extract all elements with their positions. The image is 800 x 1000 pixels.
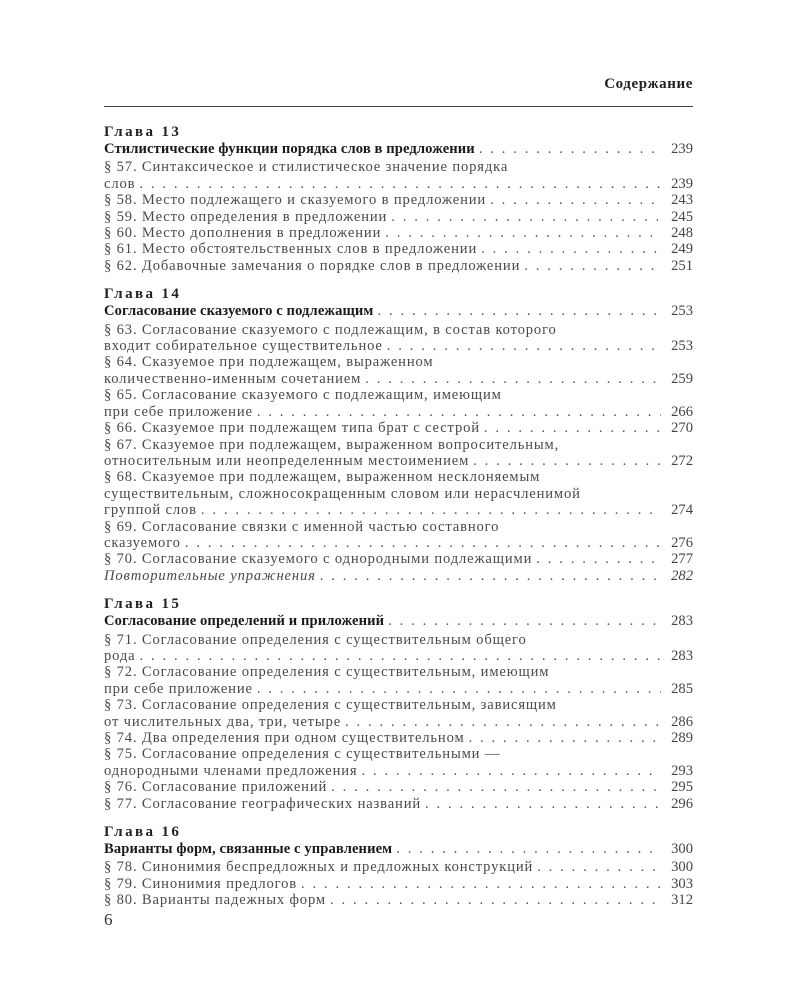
chapter-title-text: Согласование сказуемого с подлежащим xyxy=(104,303,374,320)
dot-leader xyxy=(185,535,661,551)
toc-entry[interactable] xyxy=(104,338,693,354)
toc-entry[interactable] xyxy=(104,192,693,208)
toc-entry-page: 295 xyxy=(671,779,693,796)
dot-leader xyxy=(479,141,661,157)
dot-leader xyxy=(537,859,661,875)
dot-leader xyxy=(387,338,661,354)
toc-entry[interactable] xyxy=(104,209,693,225)
toc-entry-text: § 62. Добавочные замечания о порядке слов в предложении xyxy=(104,257,521,274)
toc-entry-text: § 74. Два определения при одном существительном xyxy=(104,730,465,746)
toc-entry-page: 285 xyxy=(671,680,693,697)
toc-entry-text: от числительных два, три, четыре xyxy=(104,713,342,730)
dot-leader xyxy=(330,892,661,908)
toc-entry-text: § 79. Синонимия предлогов xyxy=(104,875,297,892)
toc-entry[interactable] xyxy=(104,779,693,795)
toc-entry-text: слов xyxy=(104,175,136,192)
dot-leader xyxy=(524,258,661,274)
toc-entry-line: § 73. Согласование определения с существительным, зависящим xyxy=(104,697,557,714)
toc-entry-page: 253 xyxy=(671,338,693,355)
toc-entry[interactable] xyxy=(104,714,693,730)
header-rule xyxy=(104,106,693,107)
chapter-title-page: 283 xyxy=(671,613,693,630)
dot-leader xyxy=(481,241,661,257)
toc-entry-text: § 66. Сказуемое при подлежащем типа брат с сестрой xyxy=(104,420,480,437)
chapter-section xyxy=(104,824,693,909)
toc-entry-line: § 67. Сказуемое при подлежащем, выраженном вопросительным, xyxy=(104,436,560,453)
toc-entry-text: § 78. Синонимия беспредложных и предложных конструкций xyxy=(104,859,534,876)
toc-entry-page: 276 xyxy=(671,534,693,551)
toc-entry[interactable] xyxy=(104,859,693,875)
chapter-section xyxy=(104,124,693,274)
toc-entry-page: 239 xyxy=(671,175,693,192)
toc-entry-text: рода xyxy=(104,647,136,664)
toc-entry[interactable] xyxy=(104,681,693,697)
toc-entry[interactable] xyxy=(104,551,693,567)
toc-entry-page: 249 xyxy=(671,241,693,258)
page-number: 6 xyxy=(104,910,113,929)
toc-entry-text: относительным или неопределенным местоимением xyxy=(104,452,470,469)
toc-entry-line: § 68. Сказуемое при подлежащем, выраженном несклоняемым xyxy=(104,469,541,486)
dot-leader xyxy=(257,681,661,697)
toc-entry-text: § 60. Место дополнения в предложении xyxy=(104,225,382,242)
toc-entry-line: § 75. Согласование определения с существительными — xyxy=(104,746,501,763)
toc-entry-page: 274 xyxy=(671,502,693,519)
table-of-contents xyxy=(104,124,693,921)
dot-leader xyxy=(365,371,661,387)
dot-leader xyxy=(388,613,661,629)
dot-leader xyxy=(469,730,661,746)
chapter-label: Глава 15 xyxy=(104,596,182,613)
toc-entry-line: § 57. Синтаксическое и стилистическое значение порядка xyxy=(104,159,509,176)
toc-entry-text: количественно-именным сочетанием xyxy=(104,370,362,387)
toc-entry-page: 293 xyxy=(671,762,693,779)
dot-leader xyxy=(425,796,661,812)
dot-leader xyxy=(484,420,661,436)
dot-leader xyxy=(201,502,661,518)
toc-entry[interactable] xyxy=(104,763,693,779)
toc-entry[interactable] xyxy=(104,730,693,746)
toc-entry-page: 259 xyxy=(671,370,693,387)
toc-entry-page: 300 xyxy=(671,859,693,876)
toc-entry[interactable] xyxy=(104,225,693,241)
toc-entry[interactable] xyxy=(104,796,693,812)
toc-entry-text: § 77. Согласование географических названий xyxy=(104,795,422,812)
dot-leader xyxy=(377,303,661,319)
toc-entry-text: § 61. Место обстоятельственных слов в предложении xyxy=(104,241,478,258)
toc-entry-text: Повторительные упражнения xyxy=(104,567,316,584)
chapter-title[interactable] xyxy=(104,613,693,629)
toc-entry-page: 272 xyxy=(671,452,693,469)
toc-entry-page: 283 xyxy=(671,647,693,664)
dot-leader xyxy=(320,568,661,584)
chapter-section xyxy=(104,596,693,812)
chapter-title-page: 300 xyxy=(671,841,693,858)
toc-entry-line: § 71. Согласование определения с существительным общего xyxy=(104,631,527,648)
chapter-title[interactable] xyxy=(104,841,693,857)
chapter-section xyxy=(104,286,693,584)
toc-entry-text: § 59. Место определения в предложении xyxy=(104,208,388,225)
chapter-title-text: Согласование определений и приложений xyxy=(104,613,385,630)
toc-entry-line: § 63. Согласование сказуемого с подлежащим, в состав которого xyxy=(104,321,557,338)
dot-leader xyxy=(257,404,661,420)
toc-entry-page: 282 xyxy=(671,567,693,584)
toc-entry-page: 286 xyxy=(671,713,693,730)
toc-entry-text: § 58. Место подлежащего и сказуемого в предложении xyxy=(104,192,487,209)
dot-leader xyxy=(345,714,661,730)
toc-entry-page: 296 xyxy=(671,795,693,812)
toc-entry-text: сказуемого xyxy=(104,534,181,551)
toc-entry-page: 243 xyxy=(671,192,693,209)
toc-entry[interactable] xyxy=(104,420,693,436)
toc-entry-text: при себе приложение xyxy=(104,403,253,420)
toc-entry-page: 277 xyxy=(671,551,693,568)
dot-leader xyxy=(331,779,661,795)
toc-entry-line: существительным, сложносокращенным словом или нерасчленимой xyxy=(104,485,581,502)
toc-entry[interactable] xyxy=(104,876,693,892)
toc-entry[interactable] xyxy=(104,453,693,469)
chapter-title[interactable] xyxy=(104,303,693,319)
chapter-title-page: 253 xyxy=(671,303,693,320)
toc-entry-line: § 72. Согласование определения с существительным, имеющим xyxy=(104,664,550,681)
toc-entry-page: 303 xyxy=(671,875,693,892)
toc-entry[interactable] xyxy=(104,648,693,664)
chapter-title-text: Варианты форм, связанные с управлением xyxy=(104,841,393,858)
dot-leader xyxy=(361,763,661,779)
toc-entry-text: группой слов xyxy=(104,502,197,519)
toc-entry-page: 245 xyxy=(671,208,693,225)
toc-entry-page: 251 xyxy=(671,257,693,274)
toc-entry-page: 270 xyxy=(671,420,693,437)
toc-entry-line: § 64. Сказуемое при подлежащем, выраженном xyxy=(104,354,434,371)
toc-entry-text: однородными членами предложения xyxy=(104,762,358,779)
dot-leader xyxy=(396,841,661,857)
toc-entry[interactable] xyxy=(104,535,693,551)
chapter-title-text: Стилистические функции порядка слов в предложении xyxy=(104,141,475,157)
toc-entry-text: входит собирательное существительное xyxy=(104,338,383,355)
chapter-title-page: 239 xyxy=(671,141,693,157)
chapter-label: Глава 16 xyxy=(104,824,182,841)
dot-leader xyxy=(139,176,661,192)
chapter-title[interactable] xyxy=(104,141,693,157)
toc-entry-page: 312 xyxy=(671,892,693,909)
toc-entry[interactable] xyxy=(104,404,693,420)
dot-leader xyxy=(391,209,661,225)
running-header: Содержание xyxy=(604,76,693,92)
toc-entry[interactable] xyxy=(104,241,693,257)
toc-entry-page: 289 xyxy=(671,730,693,746)
dot-leader xyxy=(536,551,661,567)
toc-entry-text: § 80. Варианты падежных форм xyxy=(104,892,326,909)
toc-entry-line: § 69. Согласование связки с именной частью составного xyxy=(104,518,500,535)
toc-entry-text: при себе приложение xyxy=(104,680,253,697)
chapter-label: Глава 13 xyxy=(104,124,182,140)
dot-leader xyxy=(473,453,661,469)
toc-entry[interactable] xyxy=(104,258,693,274)
chapter-label: Глава 14 xyxy=(104,286,182,303)
toc-entry-text: § 76. Согласование приложений xyxy=(104,779,328,796)
toc-entry[interactable] xyxy=(104,892,693,908)
toc-entry-page: 248 xyxy=(671,225,693,242)
dot-leader xyxy=(385,225,661,241)
toc-entry[interactable] xyxy=(104,502,693,518)
toc-entry-page: 266 xyxy=(671,403,693,420)
toc-entry[interactable] xyxy=(104,371,693,387)
dot-leader xyxy=(139,648,661,664)
toc-entry-line: § 65. Согласование сказуемого с подлежащим, имеющим xyxy=(104,387,502,404)
toc-entry-text: § 70. Согласование сказуемого с однородными подлежащими xyxy=(104,551,533,568)
toc-entry[interactable] xyxy=(104,568,693,584)
dot-leader xyxy=(490,192,661,208)
dot-leader xyxy=(301,876,661,892)
toc-entry[interactable] xyxy=(104,176,693,192)
